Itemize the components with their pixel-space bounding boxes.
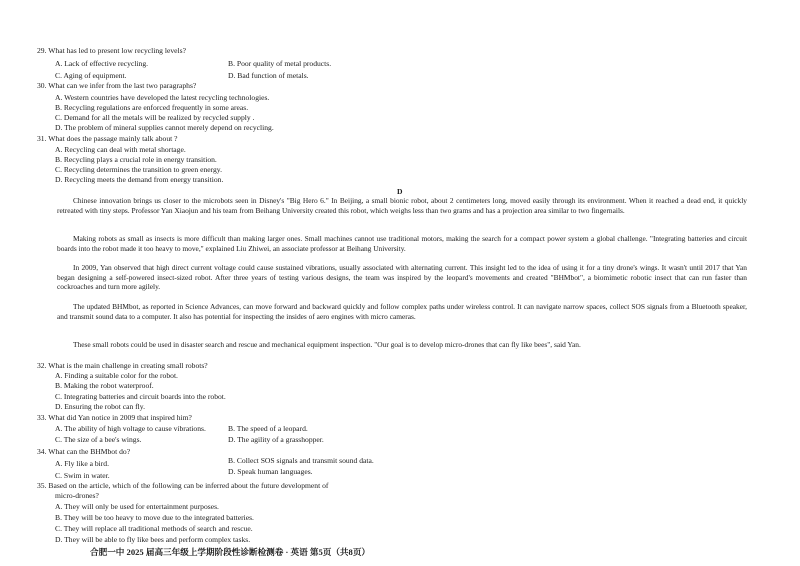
question-35-stem-continued: micro-drones? [55, 491, 99, 500]
question-29-option-b: B. Poor quality of metal products. [228, 59, 332, 68]
section-label: D [397, 187, 403, 196]
question-34-option-c: C. Swim in water. [55, 471, 110, 480]
question-30-option-c: C. Demand for all the metals will be realized by recycled supply . [55, 113, 255, 122]
question-30-option-a: A. Western countries have developed the latest recycling technologies. [55, 93, 270, 102]
question-33-option-d: D. The agility of a grasshopper. [228, 435, 324, 444]
question-35-option-b: B. They will be too heavy to move due to the integrated batteries. [55, 513, 254, 522]
passage-paragraph-4: The updated BHMbot, as reported in Science Advances, can move forward and backward quickly and follow complex paths under wireless control. It can navigate narrow spaces, collect SOS signals from a Bluetooth speaker, and transmit sound data to a computer. It also has potential for inspecting the insides of aero engines with micro cameras. [57, 302, 747, 321]
question-35-option-a: A. They will only be used for entertainment purposes. [55, 502, 219, 511]
question-34-stem: 34. What can the BHMbot do? [37, 447, 131, 456]
question-31-option-c: C. Recycling determines the transition to green energy. [55, 165, 223, 174]
question-29-option-a: A. Lack of effective recycling. [55, 59, 149, 68]
question-32-stem: 32. What is the main challenge in creating small robots? [37, 361, 208, 370]
question-34-option-b: B. Collect SOS signals and transmit sound data. [228, 456, 374, 465]
question-29-stem: 29. What has led to present low recycling levels? [37, 46, 186, 55]
question-33-stem: 33. What did Yan notice in 2009 that inspired him? [37, 413, 192, 422]
question-31-option-a: A. Recycling can deal with metal shortage. [55, 145, 186, 154]
question-33-option-a: A. The ability of high voltage to cause vibrations. [55, 424, 206, 433]
question-32-option-d: D. Ensuring the robot can fly. [55, 402, 145, 411]
question-35-option-d: D. They will be able to fly like bees and perform complex tasks. [55, 535, 251, 544]
question-33-option-b: B. The speed of a leopard. [228, 424, 308, 433]
question-31-option-b: B. Recycling plays a crucial role in energy transition. [55, 155, 217, 164]
question-32-option-c: C. Integrating batteries and circuit boards into the robot. [55, 392, 226, 401]
question-29-option-c: C. Aging of equipment. [55, 71, 127, 80]
passage-paragraph-1: Chinese innovation brings us closer to the microbots seen in Disney's "Big Hero 6." In Beijing, a small bionic robot, about 2 centimeters long, moved easily through its environment. When it reached a dead end, it quickly retreated with tiny steps. Professor Yan Xiaojun and his team from Beihang University created this robot, which weighs less than two grams and has a projection area similar to two fingernails. [57, 196, 747, 215]
question-30-option-b: B. Recycling regulations are enforced frequently in some areas. [55, 103, 249, 112]
question-31-option-d: D. Recycling meets the demand from energy transition. [55, 175, 224, 184]
passage-paragraph-3: In 2009, Yan observed that high direct current voltage could cause sustained vibrations, usually associated with alternating current. This insight led to the idea of using it for a tiny drone's wings. It wasn't until 2017 that Yan began designing a self-powered insect-sized robot. After three years of testing various designs, the team was inspired by the leopard's movements and created "BHMbot", a biomimetic robotic insect that can run faster than cockroaches and turn more agilely. [57, 263, 747, 292]
question-34-option-d: D. Speak human languages. [228, 467, 313, 476]
question-30-stem: 30. What can we infer from the last two paragraphs? [37, 81, 197, 90]
question-35-option-c: C. They will replace all traditional methods of search and rescue. [55, 524, 253, 533]
passage-paragraph-5: These small robots could be used in disaster search and rescue and mechanical equipment inspection. "Our goal is to develop micro-drones that can fly like bees", said Yan. [73, 340, 581, 349]
question-33-option-c: C. The size of a bee's wings. [55, 435, 142, 444]
page-footer: 合肥一中 2025 届高三年级上学期阶段性诊断检测卷 · 英语 第5页（共8页） [90, 547, 371, 557]
question-34-option-a: A. Fly like a bird. [55, 459, 109, 468]
question-31-stem: 31. What does the passage mainly talk about ? [37, 134, 178, 143]
question-32-option-a: A. Finding a suitable color for the robot. [55, 371, 178, 380]
passage-paragraph-2: Making robots as small as insects is more difficult than making larger ones. Small machines cannot use traditional motors, making the search for a compact power system a global challenge. "Integrating batteries and circuit boards into the robot made it too heavy to move," explained Liu Zhiwei, an associate professor at Beihang University. [57, 234, 747, 253]
question-35-stem: 35. Based on the article, which of the following can be inferred about the future development of [37, 481, 329, 490]
question-30-option-d: D. The problem of mineral supplies cannot merely depend on recycling. [55, 123, 274, 132]
question-29-option-d: D. Bad function of metals. [228, 71, 309, 80]
question-32-option-b: B. Making the robot waterproof. [55, 381, 154, 390]
